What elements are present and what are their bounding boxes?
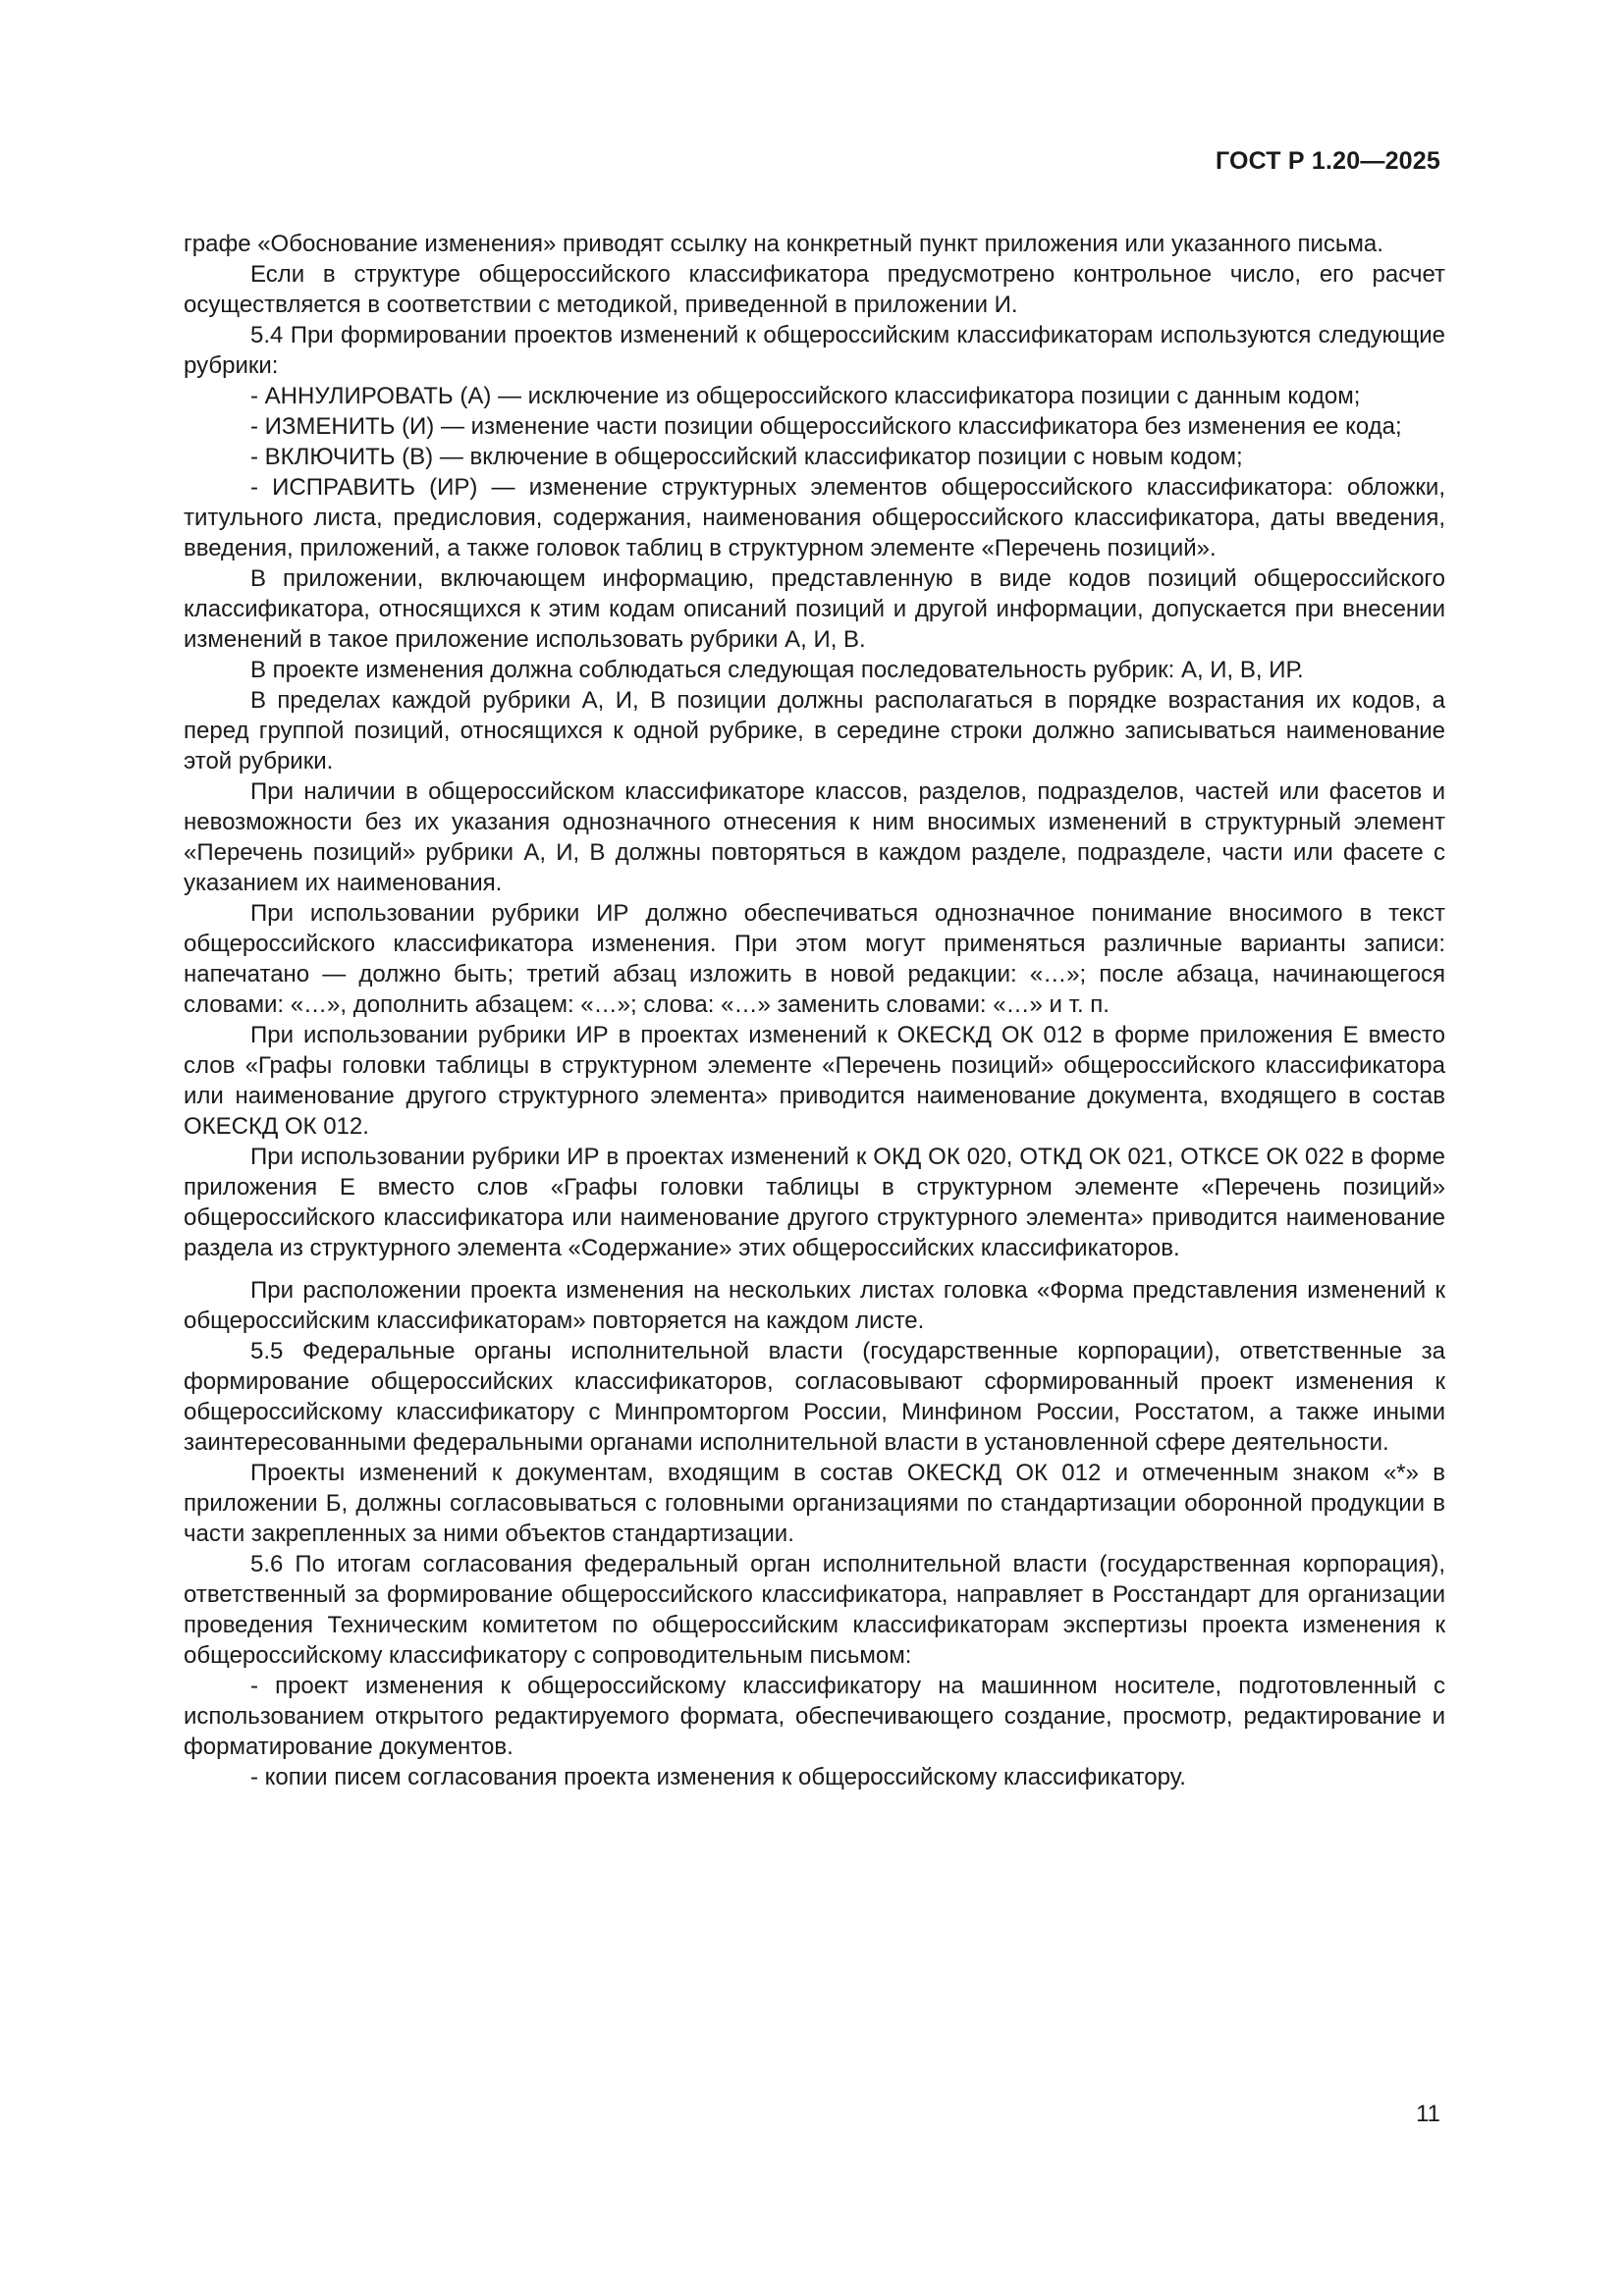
list-item: - ВКЛЮЧИТЬ (В) — включение в общероссийский классификатор позиции с новым кодом;: [250, 444, 1243, 470]
paragraph: При использовании рубрики ИР в проектах изменений к ОКЕСКД ОК 012 в форме приложения Е вместо слов «Графы головки таблицы в структурном элементе «Перечень позиций» общероссийского классификатора или наименование другого структурного элемента» приводится наименование документа, входящего в состав ОКЕСКД ОК 012.: [184, 1022, 1445, 1140]
paragraph: 5.4 При формировании проектов изменений к общероссийским классификаторам используются следующие рубрики:: [184, 322, 1445, 379]
list-item: - копии писем согласования проекта изменения к общероссийскому классификатору.: [250, 1764, 1186, 1790]
paragraph: При использовании рубрики ИР в проектах изменений к ОКД ОК 020, ОТКД ОК 021, ОТКСЕ ОК 022 в форме приложения Е вместо слов «Графы головки таблицы в структурном элементе «Перечень позиций» общероссийского классификатора или наименование другого структурного элемента» приводится наименование раздела из структурного элемента «Содержание» этих общероссийских классификаторов.: [184, 1144, 1445, 1261]
paragraph: 5.6 По итогам согласования федеральный орган исполнительной власти (государственная корпорация), ответственный за формирование общероссийского классификатора, направляет в Росстандарт для организации проведения Техническим комитетом по общероссийским классификаторам экспертизы проекта изменения к общероссийскому классификатору с сопроводительным письмом:: [184, 1551, 1445, 1669]
paragraph: Если в структуре общероссийского классификатора предусмотрено контрольное число, его расчет осуществляется в соответствии с методикой, приведенной в приложении И.: [184, 261, 1445, 318]
paragraph: В пределах каждой рубрики А, И, В позиции должны располагаться в порядке возрастания их кодов, а перед группой позиций, относящихся к одной рубрике, в середине строки должно записываться наименование этой рубрики.: [184, 687, 1445, 774]
document-body: [184, 229, 1445, 1792]
paragraph: В проекте изменения должна соблюдаться следующая последовательность рубрик: А, И, В, ИР.: [250, 657, 1304, 683]
list-item: - ИСПРАВИТЬ (ИР) — изменение структурных элементов общероссийского классификатора: обложки, титульного листа, предисловия, содержания, наименования общероссийского классификатора, даты введения, введения, приложений, а также головок таблиц в структурном элементе «Перечень позиций».: [184, 474, 1445, 561]
paragraph: 5.5 Федеральные органы исполнительной власти (государственные корпорации), ответственные за формирование общероссийских классификаторов, согласовывают сформированный проект изменения к общероссийскому классификатору с Минпромторгом России, Минфином России, Росстатом, а также иными заинтересованными федеральными органами исполнительной власти в установленной сфере деятельности.: [184, 1338, 1445, 1456]
page-number: 11: [1416, 2101, 1440, 2127]
paragraph: В приложении, включающем информацию, представленную в виде кодов позиций общероссийского классификатора, относящихся к этим кодам описаний позиций и другой информации, допускается при внесении изменений в такое приложение использовать рубрики А, И, В.: [184, 565, 1445, 653]
paragraph: Проекты изменений к документам, входящим в состав ОКЕСКД ОК 012 и отмеченным знаком «*» в приложении Б, должны согласовываться с головными организациями по стандартизации оборонной продукции в части закрепленных за ними объектов стандартизации.: [184, 1460, 1445, 1547]
paragraph: графе «Обоснование изменения» приводят ссылку на конкретный пункт приложения или указанного письма.: [184, 231, 1383, 257]
paragraph: При расположении проекта изменения на нескольких листах головка «Форма представления изменений к общероссийским классификаторам» повторяется на каждом листе.: [184, 1277, 1445, 1334]
list-item: - ИЗМЕНИТЬ (И) — изменение части позиции общероссийского классификатора без изменения ее кода;: [250, 413, 1402, 440]
list-item: - АННУЛИРОВАТЬ (А) — исключение из общероссийского классификатора позиции с данным кодом;: [250, 383, 1361, 409]
paragraph: При использовании рубрики ИР должно обеспечиваться однозначное понимание вносимого в текст общероссийского классификатора изменения. При этом могут применяться различные варианты записи: напечатано — должно быть; третий абзац изложить в новой редакции: «…»; после абзаца, начинающегося словами: «…», дополнить абзацем: «…»; слова: «…» заменить словами: «…» и т. п.: [184, 900, 1445, 1018]
paragraph: При наличии в общероссийском классификаторе классов, разделов, подразделов, частей или фасетов и невозможности без их указания однозначного отнесения к ним вносимых изменений в структурный элемент «Перечень позиций» рубрики А, И, В должны повторяться в каждом разделе, подразделе, части или фасете с указанием их наименования.: [184, 778, 1445, 896]
document-code-header: ГОСТ Р 1.20—2025: [1215, 147, 1440, 175]
list-item: - проект изменения к общероссийскому классификатору на машинном носителе, подготовленный с использованием открытого редактируемого формата, обеспечивающего создание, просмотр, редактирование и форматирование документов.: [184, 1673, 1445, 1760]
